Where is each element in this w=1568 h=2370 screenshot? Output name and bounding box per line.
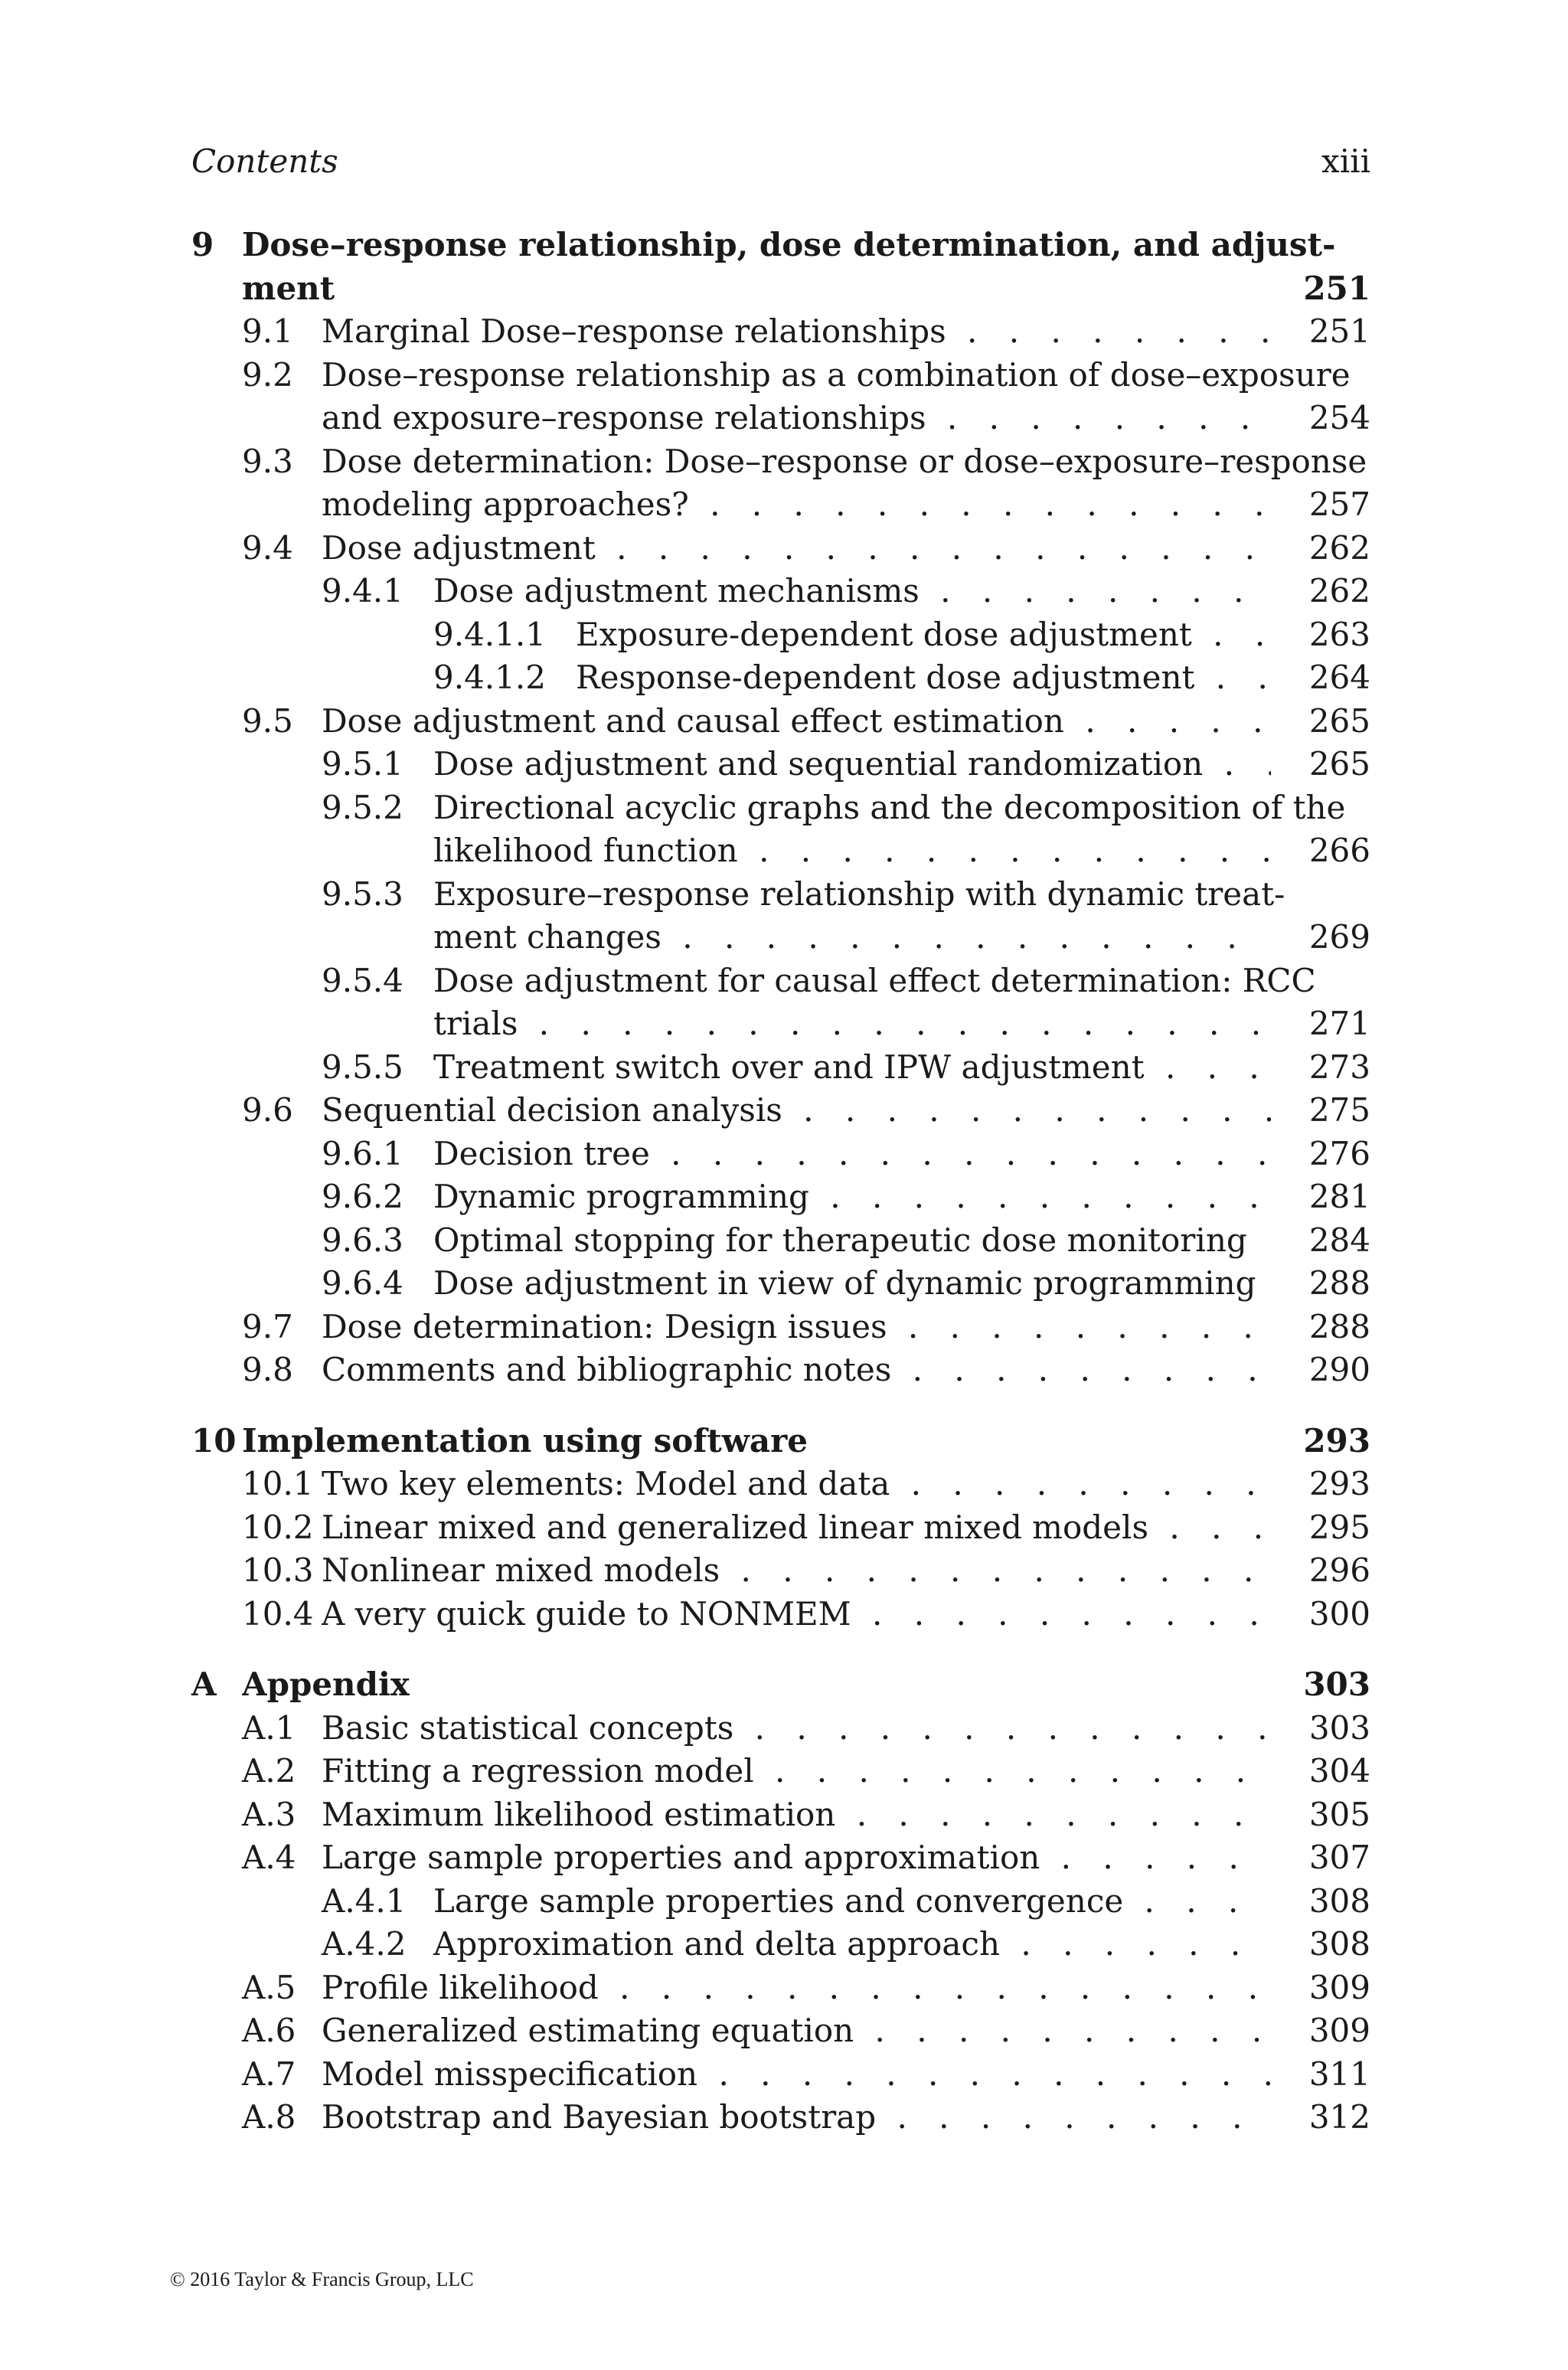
- toc-entry-title: Dose determination: Design issues . . .: [322, 1306, 1271, 1348]
- toc-entry-page: 281: [1308, 1178, 1370, 1215]
- toc-section-entry[interactable]: [242, 1966, 1370, 2009]
- toc-section-entry[interactable]: [242, 440, 1370, 483]
- toc-entry-title: Two key elements: Model and data . . .: [322, 1463, 1271, 1505]
- toc-entry-page: 311: [1308, 2055, 1370, 2093]
- toc-section-entry[interactable]: [322, 959, 1370, 1002]
- toc-section-entry[interactable]: [242, 1836, 1370, 1879]
- toc-entry-title: Dose adjustment . . .: [322, 527, 1271, 570]
- toc-entry-title: likelihood function . . .: [433, 829, 1271, 872]
- toc-entry-page: 251: [1308, 312, 1370, 350]
- toc-section-entry[interactable]: [242, 1089, 1370, 1132]
- toc-entry-title: Optimal stopping for therapeutic dose monitoring . . .: [433, 1219, 1271, 1262]
- toc-entry-title: Dose adjustment mechanisms . . .: [433, 570, 1271, 613]
- toc-section-entry[interactable]: [433, 656, 1370, 699]
- toc-entry-page: 266: [1308, 832, 1370, 869]
- toc-chapter-entry[interactable]: [191, 224, 1370, 266]
- toc-entry-page: 257: [1308, 485, 1370, 523]
- toc-section-entry[interactable]: [242, 1549, 1370, 1592]
- toc-chapter-entry[interactable]: [191, 1420, 1370, 1463]
- toc-entry-number: 9.1: [242, 312, 293, 350]
- toc-section-entry[interactable]: [322, 1880, 1370, 1923]
- page-number: xiii: [1321, 142, 1370, 180]
- toc-section-entry[interactable]: [242, 1593, 1370, 1636]
- toc-section-entry[interactable]: [242, 2053, 1370, 2096]
- toc-entry-title: modeling approaches? . . .: [322, 483, 1271, 526]
- toc-entry-page: 263: [1308, 616, 1370, 653]
- toc-section-entry[interactable]: [242, 1348, 1370, 1391]
- toc-entry-page: 288: [1308, 1308, 1370, 1345]
- toc-entry-number: 10: [191, 1422, 237, 1460]
- toc-entry-title: Approximation and delta approach . . .: [433, 1923, 1271, 1966]
- toc-entry-number: A.6: [242, 2012, 296, 2049]
- toc-entry-page: 305: [1308, 1796, 1370, 1833]
- toc-entry-page: 309: [1308, 1969, 1370, 2006]
- toc-section-entry[interactable]: [322, 1175, 1370, 1218]
- toc-entry-page: 264: [1308, 659, 1370, 696]
- toc-section-entry[interactable]: [322, 1219, 1370, 1262]
- toc-entry-title: Comments and bibliographic notes . . .: [322, 1348, 1271, 1391]
- toc-entry-number: 9.5.4: [322, 962, 403, 999]
- toc-entry-title: Directional acyclic graphs and the decomposition of the: [433, 789, 1346, 826]
- toc-entry-page: 288: [1308, 1264, 1370, 1302]
- toc-section-entry[interactable]: [242, 483, 1370, 526]
- toc-entry-title: Profile likelihood . . .: [322, 1966, 1271, 2009]
- toc-entry-number: 9: [191, 226, 214, 263]
- toc-entry-page: 293: [1303, 1422, 1370, 1460]
- toc-entry-number: 10.2: [242, 1509, 314, 1546]
- toc-section-entry[interactable]: [242, 1750, 1370, 1793]
- toc-section-entry[interactable]: [322, 1923, 1370, 1966]
- toc-entry-number: 10.1: [242, 1465, 314, 1502]
- toc-entry-number: 9.5.3: [322, 875, 403, 913]
- toc-entry-number: A.5: [242, 1969, 296, 2006]
- toc-entry-page: 275: [1308, 1091, 1370, 1129]
- toc-entry-title: Maximum likelihood estimation . . .: [322, 1793, 1271, 1836]
- toc-section-entry[interactable]: [322, 916, 1370, 959]
- toc-section-entry[interactable]: [322, 829, 1370, 872]
- toc-entry-title: Fitting a regression model . . .: [322, 1750, 1271, 1793]
- toc-entry-page: 309: [1308, 2012, 1370, 2049]
- toc-entry-title: Exposure–response relationship with dynamic treat-: [433, 875, 1285, 913]
- toc-entry-title: Decision tree . . .: [433, 1133, 1271, 1175]
- toc-section-entry[interactable]: [242, 2096, 1370, 2139]
- toc-entry-title: Large sample properties and approximation . . .: [322, 1836, 1271, 1879]
- toc-entry-title: Dose–response relationship, dose determination, and adjust-: [242, 226, 1336, 263]
- toc-entry-number: 9.6: [242, 1091, 293, 1129]
- toc-entry-title: Dose–response relationship as a combination of dose–exposure: [322, 356, 1351, 394]
- toc-entry-page: 304: [1308, 1752, 1370, 1790]
- toc-chapter-entry[interactable]: [191, 1663, 1370, 1706]
- toc-entry-number: 9.4.1.2: [433, 659, 546, 696]
- toc-entry-page: 308: [1308, 1882, 1370, 1920]
- toc-section-entry[interactable]: [242, 1506, 1370, 1549]
- toc-section-entry[interactable]: [322, 1046, 1370, 1089]
- toc-entry-page: 303: [1308, 1709, 1370, 1747]
- toc-entry-page: 308: [1308, 1925, 1370, 1963]
- toc-section-entry[interactable]: [242, 527, 1370, 570]
- toc-section-entry[interactable]: [322, 1133, 1370, 1175]
- toc-entry-page: 296: [1308, 1551, 1370, 1589]
- toc-entry-title: Nonlinear mixed models . . .: [322, 1549, 1271, 1592]
- copyright-footer: © 2016 Taylor & Francis Group, LLC: [170, 2268, 474, 2290]
- toc-section-entry[interactable]: [242, 700, 1370, 743]
- toc-section-entry[interactable]: [242, 2009, 1370, 2052]
- toc-entry-number: 9.4: [242, 529, 293, 567]
- toc-entry-page: 254: [1308, 399, 1370, 436]
- toc-section-entry[interactable]: [322, 1002, 1370, 1045]
- toc-entry-number: 10.3: [242, 1551, 314, 1589]
- toc-section-entry[interactable]: [322, 1262, 1370, 1305]
- toc-entry-number: 9.5: [242, 702, 293, 740]
- toc-section-entry[interactable]: [322, 873, 1370, 916]
- toc-entry-title: Linear mixed and generalized linear mixed models . . .: [322, 1506, 1271, 1549]
- toc-entry-page: 300: [1308, 1595, 1370, 1633]
- page-header: [191, 142, 1370, 188]
- toc-entry-number: 9.8: [242, 1351, 293, 1388]
- toc-entry-title: Dose adjustment and causal effect estimation . . .: [322, 700, 1271, 743]
- toc-entry-number: A.4.1: [322, 1882, 407, 1920]
- toc-entry-number: A: [191, 1666, 217, 1703]
- toc-entry-title: trials . . .: [433, 1002, 1271, 1045]
- toc-entry-number: A.7: [242, 2055, 296, 2093]
- toc-entry-page: 269: [1308, 918, 1370, 956]
- toc-entry-title: Appendix: [242, 1666, 410, 1703]
- toc-entry-title: ment changes . . .: [433, 916, 1271, 959]
- toc-entry-title: Basic statistical concepts . . .: [322, 1707, 1271, 1750]
- toc-entry-number: 9.2: [242, 356, 293, 394]
- toc-entry-title: Dose adjustment for causal effect determination: RCC: [433, 962, 1316, 999]
- toc-entry-page: 276: [1308, 1135, 1370, 1172]
- toc-entry-number: 9.4.1: [322, 572, 403, 610]
- toc-entry-number: 9.6.3: [322, 1221, 403, 1259]
- toc-entry-page: 312: [1308, 2098, 1370, 2136]
- toc-entry-page: 307: [1308, 1839, 1370, 1876]
- toc-entry-title: Model misspecification . . .: [322, 2053, 1271, 2096]
- toc-entry-title: Dynamic programming . . .: [433, 1175, 1271, 1218]
- toc-section-entry[interactable]: [322, 570, 1370, 613]
- toc-section-entry[interactable]: [322, 786, 1370, 829]
- toc-entry-page: 262: [1308, 572, 1370, 610]
- toc-entry-page: 303: [1303, 1666, 1370, 1703]
- toc-section-entry[interactable]: [242, 1793, 1370, 1836]
- toc-entry-title: Exposure-dependent dose adjustment . . .: [576, 613, 1271, 656]
- toc-entry-title: Implementation using software: [242, 1422, 808, 1460]
- toc-entry-page: 284: [1308, 1221, 1370, 1259]
- toc-entry-number: 9.5.2: [322, 789, 403, 826]
- toc-entry-title: Response-dependent dose adjustment . . .: [576, 656, 1271, 699]
- toc-entry-number: 9.6.1: [322, 1135, 403, 1172]
- toc-entry-page: 265: [1308, 702, 1370, 740]
- toc-section-entry[interactable]: [242, 1463, 1370, 1505]
- toc-section-entry[interactable]: [242, 397, 1370, 440]
- toc-entry-page: 293: [1308, 1465, 1370, 1502]
- toc-entry-page: 271: [1308, 1005, 1370, 1042]
- toc-entry-title: Marginal Dose–response relationships . . .: [322, 310, 1271, 353]
- toc-entry-number: A.4: [242, 1839, 296, 1876]
- toc-entry-title: Bootstrap and Bayesian bootstrap . . .: [322, 2096, 1271, 2139]
- toc-entry-title: Dose adjustment in view of dynamic programming . . .: [433, 1262, 1271, 1305]
- toc-entry-page: 273: [1308, 1048, 1370, 1086]
- toc-section-entry[interactable]: [242, 1306, 1370, 1348]
- toc-entry-number: A.8: [242, 2098, 296, 2136]
- toc-section-entry[interactable]: [242, 1707, 1370, 1750]
- toc-entry-title: and exposure–response relationships . . .: [322, 397, 1271, 440]
- toc-entry-title: Sequential decision analysis . . .: [322, 1089, 1271, 1132]
- toc-entry-title: ment: [242, 270, 335, 307]
- toc-entry-number: A.2: [242, 1752, 296, 1790]
- toc-entry-title: A very quick guide to NONMEM . . .: [322, 1593, 1271, 1636]
- toc-entry-number: 9.6.4: [322, 1264, 403, 1302]
- toc-section-entry[interactable]: [242, 310, 1370, 353]
- toc-entry-number: 9.6.2: [322, 1178, 403, 1215]
- toc-section-entry[interactable]: [242, 354, 1370, 397]
- toc-entry-page: 265: [1308, 745, 1370, 783]
- toc-section-entry[interactable]: [322, 743, 1370, 786]
- toc-entry-number: 9.5.1: [322, 745, 403, 783]
- toc-entry-title: Large sample properties and convergence . . .: [433, 1880, 1271, 1923]
- toc-entry-number: 9.5.5: [322, 1048, 403, 1086]
- toc-entry-number: A.4.2: [322, 1925, 407, 1963]
- toc-entry-page: 295: [1308, 1509, 1370, 1546]
- toc-entry-number: A.3: [242, 1796, 296, 1833]
- toc-entry-number: 9.3: [242, 443, 293, 480]
- toc-chapter-entry[interactable]: [191, 267, 1370, 310]
- toc-entry-page: 290: [1308, 1351, 1370, 1388]
- toc-entry-title: Dose adjustment and sequential randomization . . .: [433, 743, 1271, 786]
- toc-entry-title: Generalized estimating equation . . .: [322, 2009, 1271, 2052]
- toc-entry-number: 10.4: [242, 1595, 314, 1633]
- toc-entry-page: 251: [1303, 270, 1370, 307]
- toc-entry-title: Dose determination: Dose–response or dose–exposure–response: [322, 443, 1367, 480]
- toc-entry-number: A.1: [242, 1709, 296, 1747]
- toc-entry-number: 9.7: [242, 1308, 293, 1345]
- running-head: Contents: [191, 142, 338, 180]
- toc-entry-title: Treatment switch over and IPW adjustment . . .: [433, 1046, 1271, 1089]
- toc-entry-number: 9.4.1.1: [433, 616, 546, 653]
- toc-section-entry[interactable]: [433, 613, 1370, 656]
- toc-entry-page: 262: [1308, 529, 1370, 567]
